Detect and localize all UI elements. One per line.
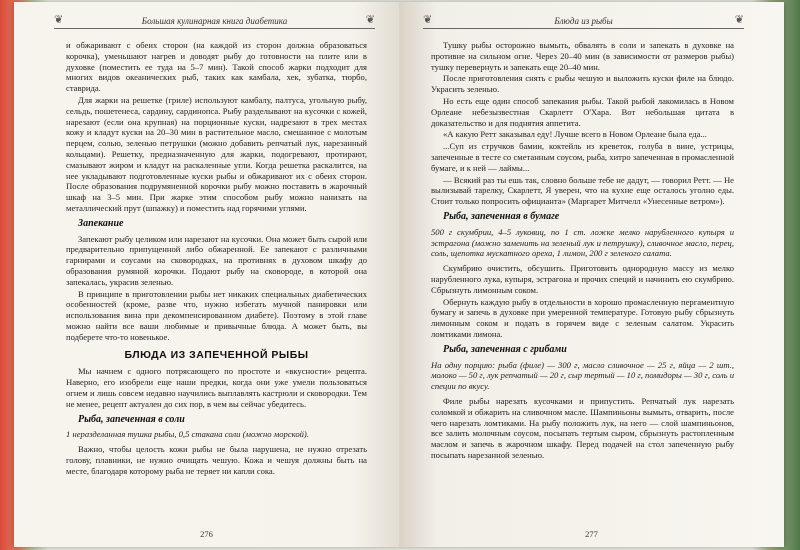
right-page: [399, 2, 784, 547]
chapter-title: БЛЮДА ИЗ ЗАПЕЧЕННОЙ РЫБЫ: [124, 348, 309, 361]
header-rule: [423, 28, 744, 29]
paragraph: Обернуть каждую рыбу в отдельности в хорошо промасленную пергаментную бумагу и запечь в духовке при умеренной температуре. Готовую рыбу сбрызнуть лимонным соком и подать в горячем виде с зеленым салатом. Украсить ломтиками лимона.: [431, 296, 734, 339]
paragraph: В принципе в приготовлении рыбы нет никаких специальных диабетических особенностей (кроме, разве что, нужно избегать мучной панировки или использования вина при декомпенсированном диабете). Поэтому в этой главе можно найти все ваши любимые и привычные блюда. А может быть, вы подберете что-то новенькое.: [66, 288, 367, 342]
ingredients: На одну порцию: рыба (филе) — 300 г, масло сливочное — 25 г, яйца — 2 шт., молоко — 50 г, лук репчатый — 20 г, сыр тертый — 10 г, помидоры — 30 г, соль и специи по вкусу.: [431, 359, 734, 392]
recipe-title: Рыба, запеченная в соли: [78, 413, 185, 425]
right-content: [431, 40, 734, 521]
ornament-icon: ❦: [423, 14, 433, 26]
paragraph: Важно, чтобы целость кожи рыбы не была нарушена, не нужно отрезать голову, плавники, не нужно очищать чешую. Кожа и чешуя должны быть на месте, благодаря которому рыба не теряет ни капли сока.: [66, 444, 367, 476]
ingredients: 500 г скумбрии, 4–5 луковиц, по 1 ст. ложке мелко нарубленного купыря и эстрагона (можно заменить на зеленый лук и петрушку), сливочное масло, перец, соль, щепотка мускатного ореха, 1 лимон, 200 г зеленого салата.: [431, 226, 734, 259]
left-page: [14, 2, 399, 547]
paragraph: Запекают рыбу целиком или нарезают на кусочки. Она может быть сырой или предварительно припущенной либо обжаренной. Ее запекают с различными гарнирами и соусами на сковородках, на противнях в духовом шкафу до образования румяной корочки. Подают рыбу на сковороде, в которой она запекалась, украсив зеленью.: [66, 233, 367, 287]
ornament-icon: ❦: [54, 14, 64, 26]
ornament-icon: ❦: [734, 14, 744, 26]
recipe-title: Рыба, запеченная с грибами: [443, 343, 567, 355]
ingredients: 1 неразделанная тушка рыбы, 0,5 стакана соли (можно морской).: [66, 429, 309, 440]
left-running-head-text: Большая кулинарная книга диабетика: [141, 16, 288, 26]
quote: ...Суп из стручков бамии, коктейль из креветок, голуба в вине, устрицы, запеченные в тесте со сметанным соусом, рыба, хитро запеченная в промасленной бумаге, и к ней — лаймы...: [431, 141, 734, 173]
header-rule: [54, 28, 375, 29]
page-number: 277: [585, 529, 598, 539]
paragraph: Тушку рыбы осторожно вымыть, обвалять в соли и запекать в духовке на противне на сильном огне. Через 20–40 мин (в зависимости от размеров рыбы) тушку перевернуть и запекать еще 20–40 мин.: [431, 40, 734, 72]
left-running-head: [54, 16, 375, 29]
recipe-title: Рыба, запеченная в бумаге: [443, 210, 560, 222]
ornament-icon: ❦: [365, 14, 375, 26]
open-book: [14, 2, 784, 547]
right-running-head-text: Блюда из рыбы: [554, 16, 613, 26]
paragraph: Скумбрию очистить, обсушить. Приготовить однородную массу из мелко нарубленного лука, купыря, эстрагона и прочих специй и начинить ею скумбрию. Сбрызнуть лимонным соком.: [431, 263, 734, 295]
right-running-head: [423, 16, 744, 29]
subheading: Запекание: [78, 217, 124, 229]
paragraph: После приготовления снять с рыбы чешую и выложить куски филе на блюдо. Украсить зеленью.: [431, 73, 734, 95]
paragraph: и обжаривают с обеих сторон (на каждой из сторон должна образоваться корочка), уменьшают нагрев и доводят рыбу до готовности на плите или в духовке (поместить ее туда на 5–7 мин). Такой способ жарки подходит для многих видов океанических рыб, таких как камбала, хек, зубатка, тюрбо, ставрида.: [66, 40, 367, 94]
left-content: [66, 40, 367, 521]
page-number: 276: [200, 529, 213, 539]
paragraph: Для жарки на решетке (гриле) используют камбалу, палтуса, угольную рыбу, сельдь, пошетенеса, сардину, сардинопса. Рыбу разделывают на кусочки с кожей, нарезают (если она крупная) на порционные куски, надрезают в трех местах кожу и кладут куски на 20–30 мин в растительное масло, смешанное с молотым перцем, солью, зеленью петрушки (можно добавить репчатый лук, нарезанный кольцами). Решетку, предназначенную для жарки, подогревают, протирают, смазывают жиром и кладут на раскаленные угли. Когда решетка раскалится, на нее укладывают подготовленные куски рыбы и обжаривают их с обеих сторон. После образования подрумяненной корочки рыбу можно поставить в жарочный шкаф на 3–5 мин. При жарке этим способом рыбу можно нанизать на металлический прут (шпажку) и поместить над горячими углями.: [66, 94, 367, 213]
paragraph: Но есть еще один способ запекания рыбы. Такой рыбой лакомилась в Новом Орлеане небезызвестная Скарлетт О'Хара. Вот небольшая цитата в доказательство и для поднятия аппетита.: [431, 95, 734, 128]
paragraph: Мы начнем с одного потрясающего по простоте и «вкусности» рецепта. Наверно, его изобрели еще наши предки, когда они уже умели пользоваться огнем и лишь совсем недавно научились выплавлять кастрюли и сковородки. Тем не менее, рецепт актуален до сих пор, в чем вы сейчас убедитесь.: [66, 366, 367, 409]
paragraph: Филе рыбы нарезать кусочками и припустить. Репчатый лук нарезать соломкой и обжарить на сливочном масле. Шампиньоны вымыть, отварить, после чего нарезать ломтиками. На рыбу положить лук, на него — слой шампиньонов, все залить молочным соусом, посыпать тертым сыром, сбрызнуть растопленным маслом и запечь в жарочном шкафу. Перед подачей на стол запеченную рыбу посыпать нарезанной зеленью.: [431, 395, 734, 460]
quote: — Всякий раз ты ешь так, словно больше тебе не дадут, — говорил Ретт. — Не вылизывай тарелку, Скарлетт, Я уверен, что на кухне еще осталось уголно еды. Стоит только попросить официанта» (Маргарет Митчелл «Унесенные ветром»).: [431, 174, 734, 207]
quote: «А какую Ретт заказывал еду! Лучше всего в Новом Орлеане была еда...: [443, 129, 707, 140]
